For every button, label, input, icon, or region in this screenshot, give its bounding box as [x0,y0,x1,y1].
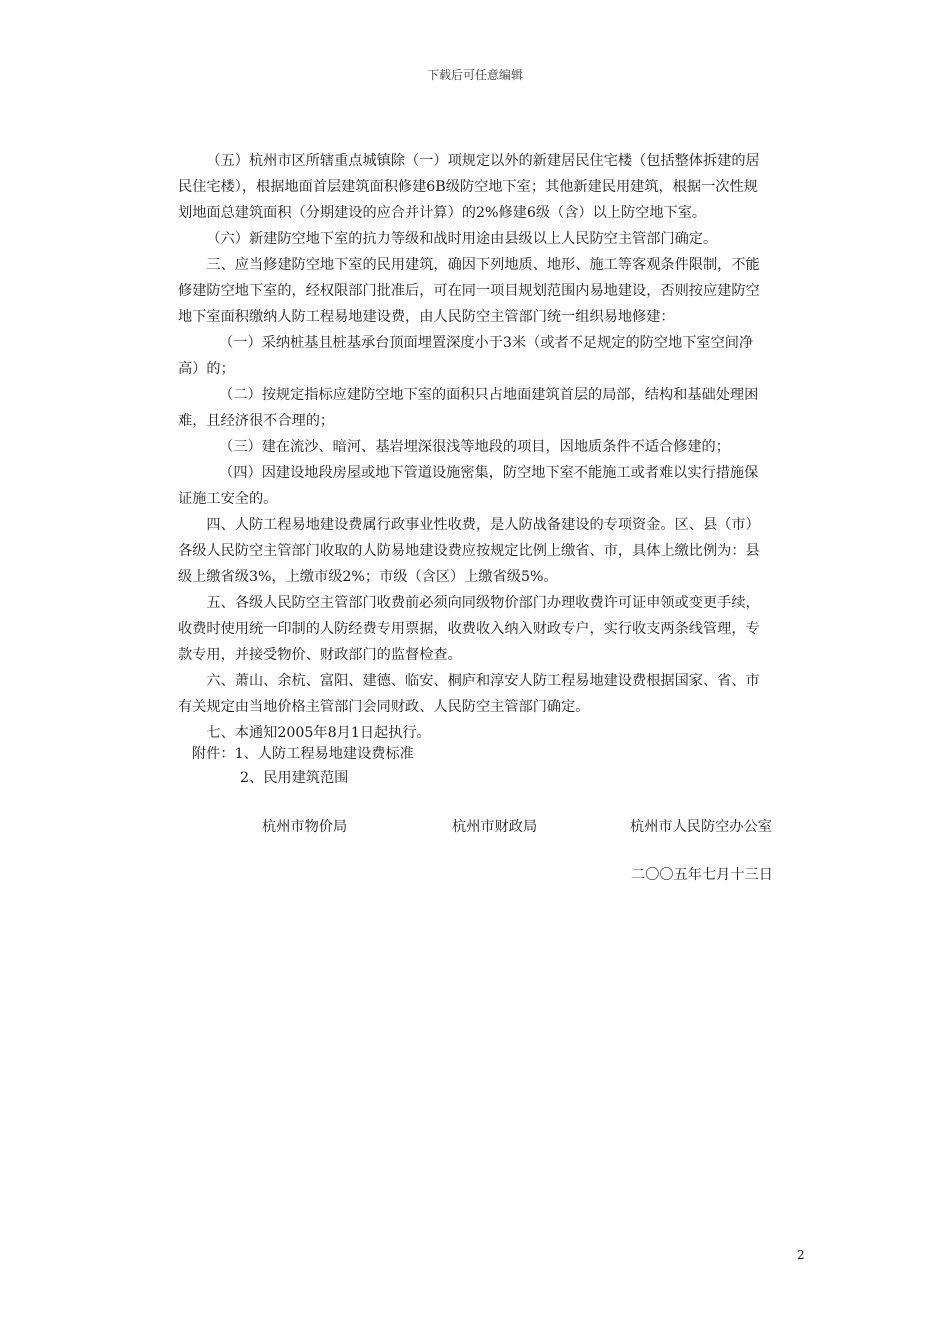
paragraph: 三、应当修建防空地下室的民用建筑，确因下列地质、地形、施工等客观条件限制，不能修建防空地下室的，经权限部门批准后，可在同一项目规划范围内易地建设，否则按应建防空地下室面积缴纳人防工程易地建设费，由人民防空主管部门统一组织易地修建： [178,257,760,325]
paragraph: （四）因建设地段房屋或地下管道设施密集，防空地下室不能施工或者难以实行措施保证施工安全的。 [178,465,759,507]
signature-finance-bureau: 杭州市财政局 [452,819,538,835]
paragraph: （一）采纳桩基且桩基承台顶面埋置深度小于3米（或者不足规定的防空地下室空间净高）的； [178,335,754,377]
document-body [178,148,772,746]
page-header: 下载后可任意编辑 [426,68,523,82]
paragraph: （五）杭州市区所辖重点城镇除（一）项规定以外的新建居民住宅楼（包括整体拆建的居民住宅楼），根据地面首层建筑面积修建6B级防空地下室；其他新建民用建筑，根据一次性规划地面总建筑面积（分期建设的应合并计算）的2%修建6级（含）以上防空地下室。 [178,153,760,221]
signature-price-bureau: 杭州市物价局 [262,819,348,835]
document-date: 二〇〇五年七月十三日 [631,867,773,883]
paragraph: （六）新建防空地下室的抗力等级和战时用途由县级以上人民防空主管部门确定。 [206,231,718,247]
paragraph: 六、萧山、余杭、富阳、建德、临安、桐庐和淳安人防工程易地建设费根据国家、省、市有关规定由当地价格主管部门会同财政、人民防空主管部门确定。 [178,673,760,715]
paragraph: （二）按规定指标应建防空地下室的面积只占地面建筑首层的局部，结构和基础处理困难，且经济很不合理的； [178,387,759,429]
attachments [192,742,414,790]
paragraph: 四、人防工程易地建设费属行政事业性收费，是人防战备建设的专项资金。区、县（市）各级人民防空主管部门收取的人防易地建设费应按规定比例上缴省、市，具体上缴比例为：县级上缴省级3%，上缴市级2%；市级（含区）上缴省级5%。 [178,517,760,585]
page-number: 2 [797,1248,805,1262]
signature-civil-defense-office: 杭州市人民防空办公室 [630,819,772,835]
paragraph: 七、本通知2005年8月1日起执行。 [206,725,431,741]
attachment-line-1: 附件：1、人防工程易地建设费标准 [192,746,414,762]
attachment-line-2: 2、民用建筑范围 [240,770,349,786]
paragraph: （三）建在流沙、暗河、基岩埋深很浅等地段的项目，因地质条件不适合修建的； [219,439,730,455]
paragraph: 五、各级人民防空主管部门收费前必须向同级物价部门办理收费许可证申领或变更手续，收费时使用统一印制的人防经费专用票据，收费收入纳入财政专户，实行收支两条线管理，专款专用，并接受物价、财政部门的监督检查。 [178,595,760,663]
